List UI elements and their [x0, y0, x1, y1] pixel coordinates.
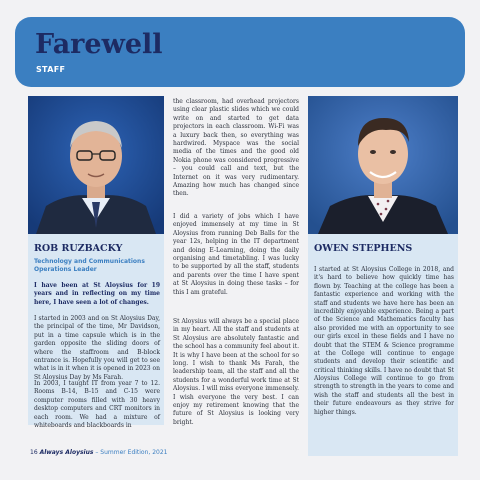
staff-role-rob-ruzbacky: Technology and Communications Operations Leader: [34, 258, 145, 274]
header-banner: [15, 17, 465, 87]
body-paragraph-5: St Aloysius will always be a special place in my heart. All the staff and students at St Aloysius are absolutely fantastic and the school has a community feel about it. It is why I have been at the school for so long. I wish to thank Ms Farah, the leadership team, all the staff and all the students for a wonderful work time at St Aloysius. I will miss everyone immensely. I wish everyone the very best. I can enjoy my retirement knowing that the future of St Aloysius is looking very bright.: [173, 318, 299, 426]
body-paragraph-3: the classroom, had overhead projectors using clear plastic slides which we could write on and started to get data projectors in each classroom. Wi-Fi was a luxury back then, so everything was hardwired. Myspace was the social media of the times and the good old Nokia phone was considered progressive – you could call and text, but the Internet on it was very rudimentary. Amazing how much has changed since then.: [173, 98, 299, 198]
page-number: 16: [30, 449, 38, 456]
page-footer: [30, 449, 168, 456]
body-paragraph-4: I did a variety of jobs which I have enjoyed immensely at my time in St Aloysius from running Deb Balls for the year 12s, helping in the IT department and doing E-Learning, doing the daily organising and timetabling. I was lucky to be supported by all the staff, students and parents over the time I have spent at St Aloysius in doing these tasks – for this I am grateful.: [173, 213, 299, 296]
edition-label: – Summer Edition, 2021: [95, 449, 168, 456]
body-paragraph-1: I started in 2003 and on St Aloysius Day, the principal of the time, Mr Davidson, put in a time capsule which is in the garden opposite the sliding doors of where the staffroom and B-block entrance is. Hopefully you will get to see what is in it when it is opened in 2023 on St Aloysius Day by Ms Farah.: [34, 315, 160, 381]
body-paragraph-6: I started at St Aloysius College in 2018, and it's hard to believe how quickly time has flown by. Teaching at the college has been a fantastic experience and working with the staff and students we have here has been an incredibly enjoyable experience. Being a part of the Science and Mathematics faculty has also provided me with an opportunity to see our girls excel in these fields and I have no doubt that the STEM & Science programme at the College will continue to engage students and develop their scientific and critical thinking skills. I have no doubt that St Aloysius College will continue to go from strength to strength in the years to come and wish the staff and students all the best in their future endeavours as they strive for higher things.: [314, 266, 454, 416]
intro-paragraph: I have been at St Aloysius for 19 years and in reflecting on my time here, I have seen a lot of changes.: [34, 282, 160, 306]
section-label: STAFF: [36, 65, 66, 74]
portrait-rob-ruzbacky: [28, 96, 164, 234]
body-paragraph-2: In 2003, I taught IT from year 7 to 12. Rooms B-14, B-15 and C-15 were computer rooms filled with 30 heavy desktop computers and CRT monitors in each room. We had a mixture of whiteboards and blackboards in: [34, 380, 160, 429]
publication-name: Always Aloysius: [39, 449, 94, 456]
staff-name-rob-ruzbacky: ROB RUZBACKY: [34, 243, 123, 254]
portrait-owen-stephens: [308, 96, 458, 234]
page-title: Farewell: [35, 29, 163, 60]
staff-name-owen-stephens: OWEN STEPHENS: [314, 243, 413, 254]
